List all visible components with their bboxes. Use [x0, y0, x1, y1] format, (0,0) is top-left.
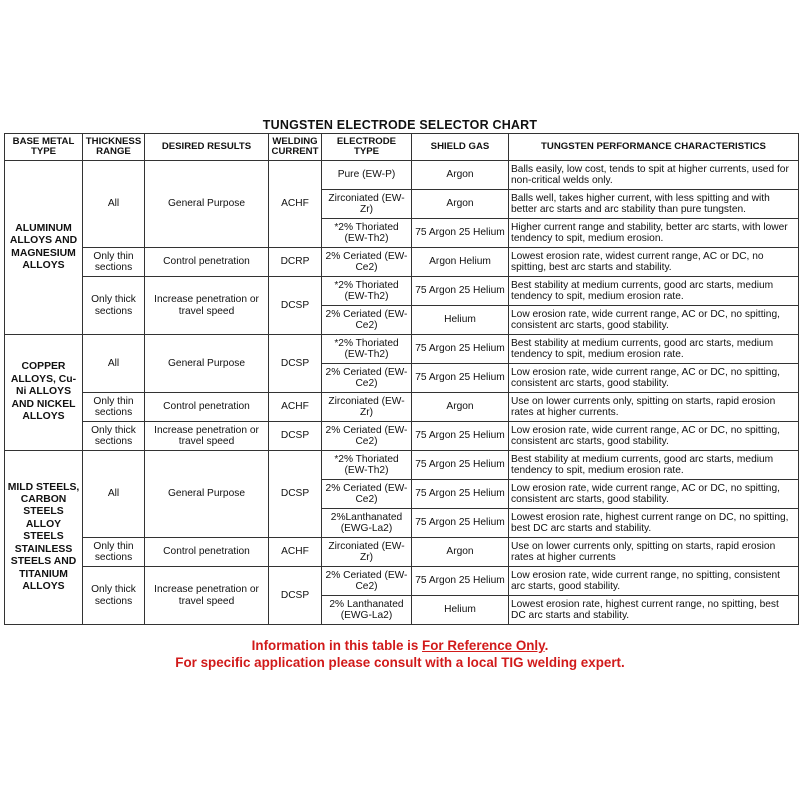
thickness-cell: Only thick sections [83, 422, 145, 451]
performance-cell: Low erosion rate, wide current range, AC or DC, no spitting, consistent arc starts, good stability. [509, 364, 799, 393]
thickness-cell: Only thick sections [83, 277, 145, 335]
electrode-cell: Pure (EW-P) [322, 161, 412, 190]
gas-cell: 75 Argon 25 Helium [412, 567, 509, 596]
gas-cell: 75 Argon 25 Helium [412, 509, 509, 538]
gas-cell: 75 Argon 25 Helium [412, 277, 509, 306]
performance-cell: Balls well, takes higher current, with less spitting and with better arc starts and arc stability than pure tungsten. [509, 190, 799, 219]
performance-cell: Lowest erosion rate, widest current range, AC or DC, no spitting, best arc starts and stability. [509, 248, 799, 277]
electrode-cell: 2% Lanthanated (EWG-La2) [322, 596, 412, 625]
notice-line-1-suffix: . [544, 638, 549, 653]
table-row [5, 422, 799, 451]
desired-cell: Control penetration [145, 248, 269, 277]
selector-table [4, 133, 799, 625]
notice-line-1-prefix: Information in this table is [251, 638, 423, 653]
electrode-cell: 2% Ceriated (EW-Ce2) [322, 306, 412, 335]
base-metal-aluminum: ALUMINUM ALLOYS AND MAGNESIUM ALLOYS [5, 161, 83, 335]
performance-cell: Best stability at medium currents, good arc starts, medium tendency to spit, medium erosion rate. [509, 277, 799, 306]
performance-cell: Balls easily, low cost, tends to spit at higher currents, used for non-critical welds only. [509, 161, 799, 190]
gas-cell: Argon [412, 393, 509, 422]
table-row [5, 393, 799, 422]
desired-cell: General Purpose [145, 161, 269, 248]
performance-cell: Low erosion rate, wide current range, AC or DC, no spitting, consistent arc starts, good stability. [509, 422, 799, 451]
desired-cell: Increase penetration or travel speed [145, 567, 269, 625]
reference-only-text: For Reference Only [422, 638, 545, 653]
header-thickness: THICKNESS RANGE [83, 134, 145, 161]
electrode-cell: Zirconiated (EW-Zr) [322, 393, 412, 422]
gas-cell: 75 Argon 25 Helium [412, 364, 509, 393]
electrode-cell: 2% Ceriated (EW-Ce2) [322, 364, 412, 393]
base-metal-copper: COPPER ALLOYS, Cu-Ni ALLOYS AND NICKEL ALLOYS [5, 335, 83, 451]
gas-cell: 75 Argon 25 Helium [412, 335, 509, 364]
thickness-cell: Only thick sections [83, 567, 145, 625]
table-row [5, 161, 799, 190]
header-current: WELDING CURRENT [269, 134, 322, 161]
thickness-cell: All [83, 451, 145, 538]
electrode-cell: 2% Ceriated (EW-Ce2) [322, 480, 412, 509]
electrode-cell: Zirconiated (EW-Zr) [322, 190, 412, 219]
electrode-cell: *2% Thoriated (EW-Th2) [322, 219, 412, 248]
table-row [5, 567, 799, 596]
gas-cell: Helium [412, 596, 509, 625]
current-cell: ACHF [269, 393, 322, 422]
gas-cell: 75 Argon 25 Helium [412, 219, 509, 248]
electrode-cell: *2% Thoriated (EW-Th2) [322, 335, 412, 364]
current-cell: ACHF [269, 161, 322, 248]
chart-title: TUNGSTEN ELECTRODE SELECTOR CHART [262, 118, 538, 132]
current-cell: DCSP [269, 567, 322, 625]
performance-cell: Low erosion rate, wide current range, AC or DC, no spitting, consistent arc starts, good stability. [509, 306, 799, 335]
gas-cell: 75 Argon 25 Helium [412, 451, 509, 480]
performance-cell: Best stability at medium currents, good arc starts, medium tendency to spit, medium erosion rate. [509, 451, 799, 480]
electrode-cell: *2% Thoriated (EW-Th2) [322, 277, 412, 306]
base-metal-steel: MILD STEELS, CARBON STEELS ALLOY STEELS STAINLESS STEELS AND TITANIUM ALLOYS [5, 451, 83, 625]
notice-line-2: For specific application please consult with a local TIG welding expert. [175, 655, 625, 670]
table-row [5, 277, 799, 306]
gas-cell: Argon [412, 538, 509, 567]
performance-cell: Use on lower currents only, spitting on starts, rapid erosion rates at higher currents [509, 538, 799, 567]
performance-cell: Higher current range and stability, better arc starts, with lower tendency to spit, medium erosion. [509, 219, 799, 248]
desired-cell: General Purpose [145, 335, 269, 393]
performance-cell: Low erosion rate, wide current range, no spitting, consistent arc starts, good stability. [509, 567, 799, 596]
electrode-cell: 2%Lanthanated (EWG-La2) [322, 509, 412, 538]
notice-line-1 [0, 637, 800, 654]
current-cell: DCSP [269, 451, 322, 538]
current-cell: DCSP [269, 277, 322, 335]
gas-cell: Argon [412, 190, 509, 219]
current-cell: DCSP [269, 335, 322, 393]
current-cell: DCRP [269, 248, 322, 277]
header-row [5, 134, 799, 161]
performance-cell: Lowest erosion rate, highest current range, no spitting, best DC arc starts and stability. [509, 596, 799, 625]
current-cell: DCSP [269, 422, 322, 451]
gas-cell: Argon [412, 161, 509, 190]
desired-cell: Increase penetration or travel speed [145, 277, 269, 335]
performance-cell: Low erosion rate, wide current range, AC or DC, no spitting, consistent arc starts, good stability. [509, 480, 799, 509]
table-row [5, 538, 799, 567]
electrode-cell: Zirconiated (EW-Zr) [322, 538, 412, 567]
desired-cell: General Purpose [145, 451, 269, 538]
thickness-cell: All [83, 335, 145, 393]
performance-cell: Use on lower currents only, spitting on starts, rapid erosion rates at higher currents. [509, 393, 799, 422]
reference-notice [0, 637, 800, 671]
thickness-cell: Only thin sections [83, 248, 145, 277]
thickness-cell: Only thin sections [83, 538, 145, 567]
desired-cell: Increase penetration or travel speed [145, 422, 269, 451]
thickness-cell: All [83, 161, 145, 248]
current-cell: ACHF [269, 538, 322, 567]
electrode-cell: *2% Thoriated (EW-Th2) [322, 451, 412, 480]
thickness-cell: Only thin sections [83, 393, 145, 422]
gas-cell: 75 Argon 25 Helium [412, 422, 509, 451]
electrode-cell: 2% Ceriated (EW-Ce2) [322, 248, 412, 277]
header-electrode: ELECTRODE TYPE [322, 134, 412, 161]
table-row [5, 335, 799, 364]
gas-cell: Helium [412, 306, 509, 335]
table-row [5, 451, 799, 480]
gas-cell: 75 Argon 25 Helium [412, 480, 509, 509]
performance-cell: Lowest erosion rate, highest current range on DC, no spitting, best DC arc starts and stability. [509, 509, 799, 538]
header-gas: SHIELD GAS [412, 134, 509, 161]
table-row [5, 248, 799, 277]
electrode-cell: 2% Ceriated (EW-Ce2) [322, 422, 412, 451]
desired-cell: Control penetration [145, 538, 269, 567]
header-base-metal: BASE METAL TYPE [5, 134, 83, 161]
performance-cell: Best stability at medium currents, good arc starts, medium tendency to spit, medium erosion rate. [509, 335, 799, 364]
gas-cell: Argon Helium [412, 248, 509, 277]
header-performance: TUNGSTEN PERFORMANCE CHARACTERISTICS [509, 134, 799, 161]
electrode-cell: 2% Ceriated (EW-Ce2) [322, 567, 412, 596]
desired-cell: Control penetration [145, 393, 269, 422]
header-desired: DESIRED RESULTS [145, 134, 269, 161]
